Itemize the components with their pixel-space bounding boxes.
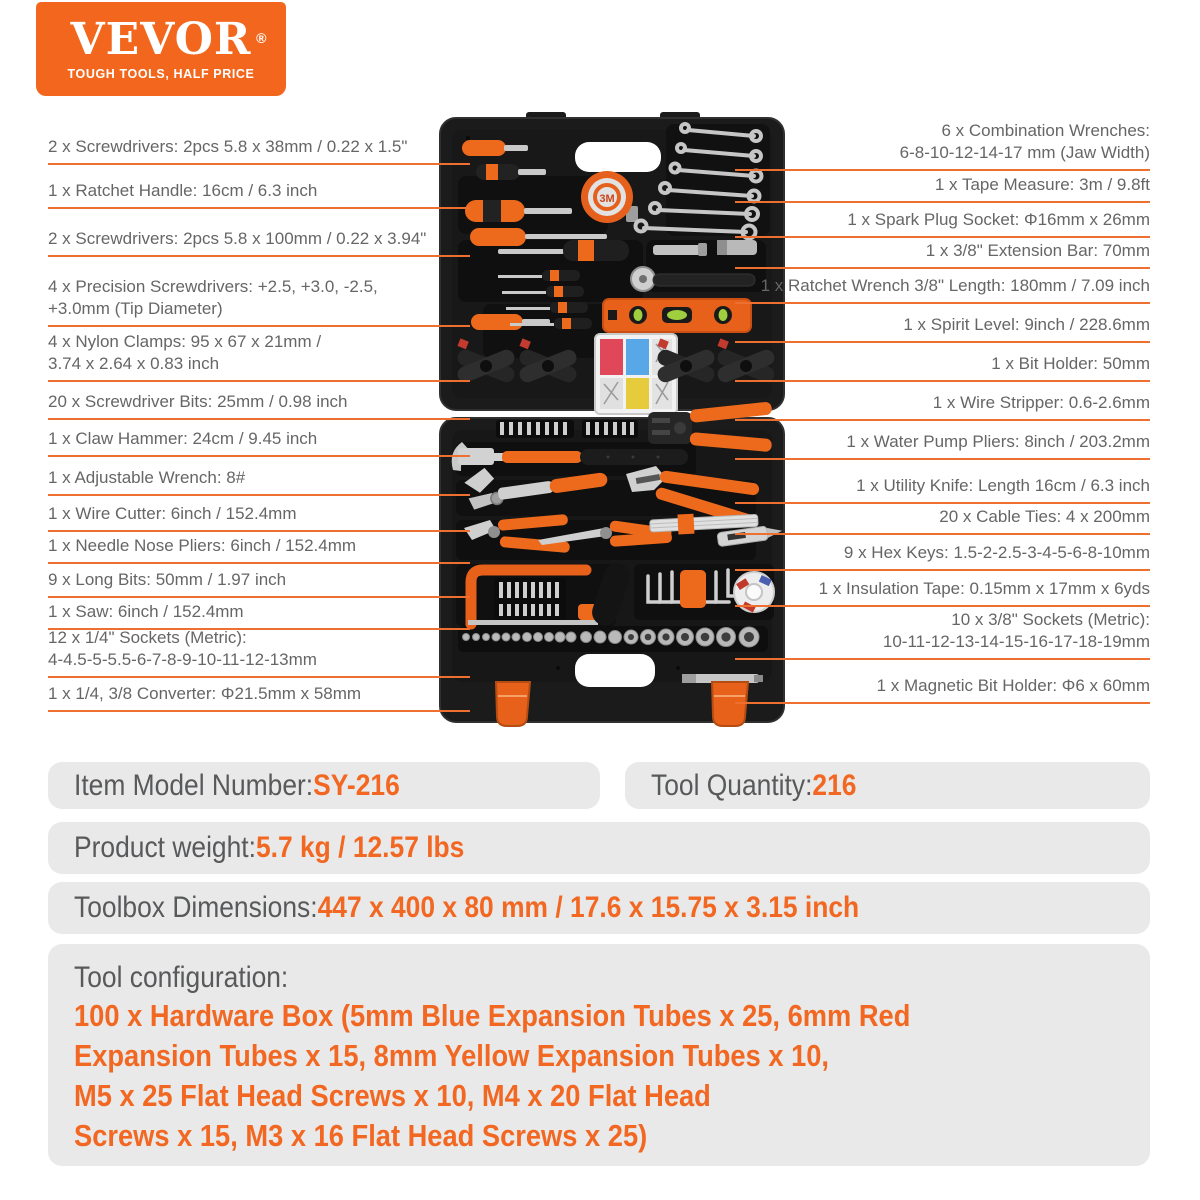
leader-line	[48, 380, 470, 382]
leader-line	[735, 569, 1150, 571]
leader-line	[48, 207, 470, 209]
spec-configuration-box	[48, 944, 1150, 1166]
spirit-level-icon	[603, 299, 751, 332]
callout-extension-bar: 1 x 3/8" Extension Bar: 70mm	[735, 240, 1150, 269]
base-handle-cutout	[575, 654, 655, 687]
callout-ratchet-wrench: 1 x Ratchet Wrench 3/8" Length: 180mm / 7.09 inch	[735, 275, 1150, 304]
spec-model-label: Item Model Number:	[74, 768, 314, 802]
callout-bit-holder: 1 x Bit Holder: 50mm	[735, 353, 1150, 382]
leader-line	[735, 502, 1150, 504]
callout-nylon-clamps: 4 x Nylon Clamps: 95 x 67 x 21mm / 3.74 x 2.64 x 0.83 inch	[48, 331, 470, 382]
leader-line	[735, 302, 1150, 304]
tape-measure-label: 3M	[599, 193, 615, 205]
callout-claw-hammer: 1 x Claw Hammer: 24cm / 9.45 inch	[48, 428, 470, 457]
callout-magnetic-bit-holder: 1 x Magnetic Bit Holder: Φ6 x 60mm	[735, 675, 1150, 704]
leader-line	[735, 169, 1150, 171]
leader-line	[48, 163, 470, 165]
leader-line	[48, 676, 470, 678]
spec-configuration-line: 100 x Hardware Box (5mm Blue Expansion Tubes x 25, 6mm Red	[74, 998, 911, 1033]
long-bits-icon	[496, 420, 638, 438]
callout-needle-nose-pliers: 1 x Needle Nose Pliers: 6inch / 152.4mm	[48, 535, 470, 564]
callout-utility-knife: 1 x Utility Knife: Length 16cm / 6.3 inch	[735, 475, 1150, 504]
callout-long-bits: 9 x Long Bits: 50mm / 1.97 inch	[48, 569, 470, 598]
leader-line	[735, 419, 1150, 421]
callout-spirit-level: 1 x Spirit Level: 9inch / 228.6mm	[735, 314, 1150, 343]
spec-configuration-line: M5 x 25 Flat Head Screws x 10, M4 x 20 Flat Head	[74, 1078, 711, 1113]
leader-line	[48, 255, 470, 257]
leader-line	[48, 494, 470, 496]
brand-wordmark: VEVOR ®	[70, 13, 268, 65]
leader-line	[735, 380, 1150, 382]
leader-line	[735, 458, 1150, 460]
callout-screwdriver-bits: 20 x Screwdriver Bits: 25mm / 0.98 inch	[48, 391, 470, 420]
spec-quantity-label: Tool Quantity:	[651, 768, 813, 802]
callout-precision-screwdrivers: 4 x Precision Screwdrivers: +2.5, +3.0, -2.5, +3.0mm (Tip Diameter)	[48, 276, 470, 327]
spec-configuration-line: Expansion Tubes x 15, 8mm Yellow Expansion Tubes x 10,	[74, 1038, 830, 1073]
leader-line	[735, 533, 1150, 535]
leader-line	[735, 201, 1150, 203]
callout-combination-wrenches: 6 x Combination Wrenches: 6-8-10-12-14-17 mm (Jaw Width)	[735, 120, 1150, 171]
leader-line	[48, 325, 470, 327]
callout-tape-measure: 1 x Tape Measure: 3m / 9.8ft	[735, 174, 1150, 203]
spec-configuration-label: Tool configuration:	[74, 961, 289, 994]
spec-dimensions-label: Toolbox Dimensions:	[74, 891, 318, 924]
callout-insulation-tape: 1 x Insulation Tape: 0.15mm x 17mm x 6yds	[735, 578, 1150, 607]
callout-cable-ties: 20 x Cable Ties: 4 x 200mm	[735, 506, 1150, 535]
leader-line	[48, 562, 470, 564]
callout-wire-cutter: 1 x Wire Cutter: 6inch / 152.4mm	[48, 503, 470, 532]
callout-hex-keys: 9 x Hex Keys: 1.5-2-2.5-3-4-5-6-8-10mm	[735, 542, 1150, 571]
leader-line	[735, 658, 1150, 660]
spec-weight-label: Product weight:	[74, 831, 256, 864]
callout-ratchet-handle: 1 x Ratchet Handle: 16cm / 6.3 inch	[48, 180, 470, 209]
brand-tagline: TOUGH TOOLS, HALF PRICE	[67, 66, 255, 81]
callout-three-eighths-sockets: 10 x 3/8" Sockets (Metric): 10-11-12-13-14-15-16-17-18-19mm	[735, 609, 1150, 660]
spec-quantity-box	[625, 762, 1150, 809]
leader-line	[48, 455, 470, 457]
spec-weight-value: 5.7 kg / 12.57 lbs	[255, 831, 465, 864]
spec-dimensions-value: 447 x 400 x 80 mm / 17.6 x 15.75 x 3.15 inch	[317, 891, 860, 924]
spec-model-box	[48, 762, 600, 809]
callout-saw: 1 x Saw: 6inch / 152.4mm	[48, 601, 470, 630]
callout-screwdrivers-100mm: 2 x Screwdrivers: 2pcs 5.8 x 100mm / 0.22 x 3.94"	[48, 228, 470, 257]
callout-wire-stripper: 1 x Wire Stripper: 0.6-2.6mm	[735, 392, 1150, 421]
leader-line	[48, 418, 470, 420]
spec-configuration-line: Screws x 15, M3 x 16 Flat Head Screws x 25)	[74, 1118, 648, 1153]
spec-weight-box	[48, 822, 1150, 874]
screwdriver-bits-icon	[494, 578, 566, 620]
spec-quantity-value: 216	[812, 768, 857, 802]
toolbox-photo	[438, 112, 786, 734]
callout-adjustable-wrench: 1 x Adjustable Wrench: 8#	[48, 467, 470, 496]
spec-dimensions-box	[48, 882, 1150, 934]
leader-line	[735, 267, 1150, 269]
lid-handle-cutout	[575, 142, 661, 172]
leader-line	[735, 341, 1150, 343]
spec-model-value: SY-216	[313, 768, 400, 802]
callout-water-pump-pliers: 1 x Water Pump Pliers: 8inch / 203.2mm	[735, 431, 1150, 460]
brand-logo	[36, 2, 286, 96]
leader-line	[48, 530, 470, 532]
leader-line	[48, 710, 470, 712]
callout-screwdrivers-38mm: 2 x Screwdrivers: 2pcs 5.8 x 38mm / 0.22 x 1.5"	[48, 136, 470, 165]
registered-mark: ®	[256, 29, 268, 46]
leader-line	[48, 596, 470, 598]
callout-spark-plug-socket: 1 x Spark Plug Socket: Φ16mm x 26mm	[735, 209, 1150, 238]
leader-line	[735, 702, 1150, 704]
leader-line	[735, 236, 1150, 238]
callout-quarter-inch-sockets: 12 x 1/4" Sockets (Metric): 4-4.5-5-5.5-6-7-8-9-10-11-12-13mm	[48, 627, 470, 678]
callout-converter: 1 x 1/4, 3/8 Converter: Φ21.5mm x 58mm	[48, 683, 470, 712]
latch-icon	[496, 682, 530, 726]
leader-line	[735, 605, 1150, 607]
